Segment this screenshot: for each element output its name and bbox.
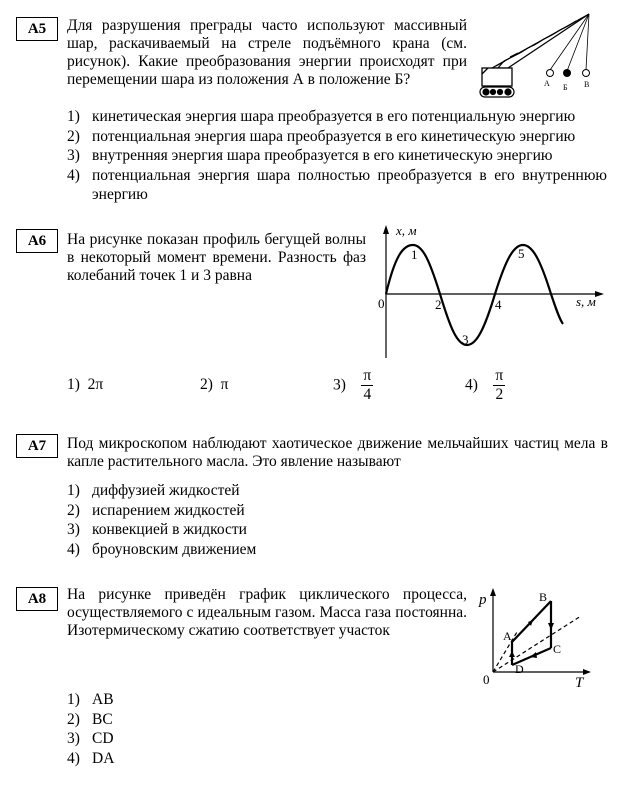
option-a7-3[interactable]: 3) конвекцией в жидкости [67, 521, 247, 538]
point-b: B [539, 590, 548, 604]
question-text-a5: Для разрушения преграды часто используют массивный шар, раскачиваемый на стреле подъёмного крана (см. рисунок). Какие преобразования энергии происходят при перемещении шара из положения А в положение Б? [67, 17, 467, 88]
option-a8-2[interactable]: 2) BC [67, 710, 113, 728]
cycle-path [512, 601, 551, 665]
option-a5-2[interactable]: 2) потенциальная энергия шара преобразуется в его кинетическую энергию [67, 127, 576, 145]
question-number-a6: А6 [16, 229, 58, 253]
ball-a [547, 70, 554, 77]
option-a8-3[interactable]: 3) CD [67, 730, 114, 747]
options-a5 [67, 107, 607, 205]
ball-b [563, 69, 571, 77]
point-5: 5 [518, 246, 525, 261]
dashed-lines [493, 616, 581, 672]
label-b: Б [563, 83, 568, 92]
option-a5-3[interactable]: 3) внутренняя энергия шара преобразуется в его кинетическую энергию [67, 147, 553, 164]
origin-label: 0 [378, 296, 385, 311]
crane-figure [474, 8, 609, 106]
point-c: C [553, 642, 562, 656]
point-d: D [515, 662, 524, 676]
y-axis-label: x, м [396, 223, 417, 238]
question-text-a7: Под микроскопом наблюдают хаотическое движение мельчайших частиц мела в капле растительного масла. Это явление называют [67, 435, 608, 470]
option-a6-2[interactable]: 2) π [200, 376, 229, 393]
label-v: В [584, 80, 590, 89]
p-axis-label: p [479, 592, 487, 608]
option-a5-1[interactable]: 1) кинетическая энергия шара преобразуется в его потенциальную энергию [67, 108, 576, 125]
origin-label-pt: 0 [483, 672, 490, 687]
crane-boom [492, 14, 589, 68]
question-text-a6: На рисунке показан профиль бегущей волны в некоторый момент времени. Разность фаз колебаний точек 1 и 3 равна [67, 231, 366, 284]
label-a: А [544, 79, 550, 88]
point-3: 3 [462, 332, 469, 347]
t-axis-label: T [575, 675, 584, 691]
wave-graph [370, 222, 610, 362]
option-a6-4[interactable]: 4) $\frac{\pi}{2}$ [465, 367, 504, 403]
crane-cabin [482, 68, 512, 86]
question-text-a8: На рисунке приведён график циклического процесса, осуществляемого с идеальным газом. Масса газа постоянна. Изотермическому сжатию соответствует участок [67, 586, 467, 639]
x-axis-label: s, м [576, 294, 596, 309]
point-4: 4 [495, 297, 502, 312]
option-a6-3[interactable]: 3) $\frac{\pi}{4}$ [333, 367, 372, 403]
point-2: 2 [435, 297, 442, 312]
x-axis-arrow [595, 291, 604, 297]
option-a7-4[interactable]: 4) броуновским движением [67, 540, 257, 558]
question-number-a8: А8 [16, 587, 58, 611]
p-axis-arrow [490, 588, 496, 596]
option-a8-4[interactable]: 4) DA [67, 749, 115, 767]
point-a: A [503, 629, 512, 643]
question-number-a5: А5 [16, 17, 58, 41]
option-a7-2[interactable]: 2) испарением жидкостей [67, 501, 245, 519]
ball-v [583, 70, 590, 77]
option-a8-1[interactable]: 1) AB [67, 691, 114, 708]
option-a5-4[interactable]: 4) потенциальная энергия шара полностью преобразуется в его внутреннюю энергию [67, 166, 607, 203]
fraction-pi-over-4: $\frac{\pi}{4}$ [363, 367, 372, 403]
pt-graph [475, 586, 595, 694]
options-a8 [67, 690, 267, 768]
y-axis-arrow [383, 225, 389, 234]
option-a7-1[interactable]: 1) диффузией жидкостей [67, 482, 240, 499]
options-a7 [67, 481, 467, 559]
crane-cables [550, 14, 589, 71]
point-1: 1 [411, 247, 418, 262]
question-number-a7: А7 [16, 434, 58, 458]
fraction-pi-over-2: $\frac{\pi}{2}$ [495, 367, 504, 403]
t-axis-arrow [583, 669, 591, 675]
crane-tracks [480, 87, 514, 97]
option-a6-1[interactable]: 1) 2π [67, 376, 104, 393]
